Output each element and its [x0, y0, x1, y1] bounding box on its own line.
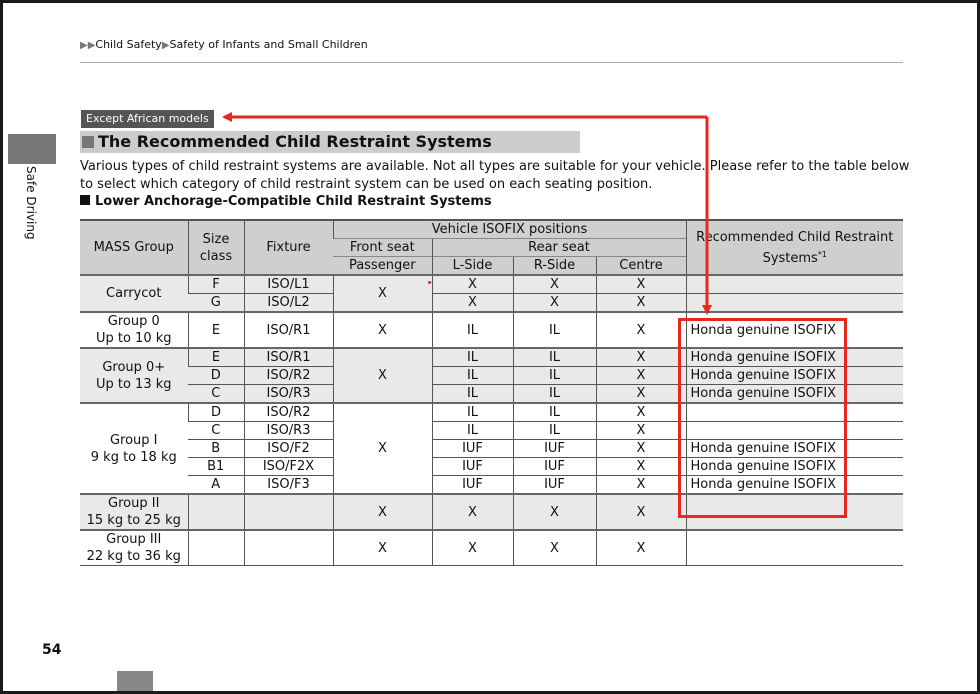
header-rear-seat: Rear seat: [432, 239, 686, 257]
cell-fixture: [244, 494, 333, 530]
mass-group-0plus: [80, 348, 188, 403]
cell-size: G: [188, 294, 244, 313]
cell-centre: X: [596, 530, 686, 566]
header-rule: [80, 62, 903, 63]
cell-rside: IUF: [513, 476, 596, 495]
cell-lside: IL: [432, 348, 513, 367]
section-square-icon: [82, 136, 94, 148]
breadcrumb-arrows: ▶▶: [80, 40, 96, 51]
cell-recommended: Honda genuine ISOFIX: [686, 312, 903, 348]
table-row: [80, 275, 903, 294]
mass-range: 9 kg to 18 kg: [90, 449, 177, 465]
cell-size: D: [188, 367, 244, 385]
cell-fixture: ISO/F3: [244, 476, 333, 495]
region-badge: Except African models: [81, 110, 214, 128]
cell-size: E: [188, 348, 244, 367]
header-lside: L-Side: [432, 257, 513, 276]
cell-lside: IUF: [432, 440, 513, 458]
header-mass: MASS Group: [80, 220, 188, 275]
cell-lside: X: [432, 275, 513, 294]
cell-lside: X: [432, 530, 513, 566]
cell-size: [188, 530, 244, 566]
cell-lside: IL: [432, 312, 513, 348]
cell-recommended: [686, 275, 903, 294]
cell-passenger: X: [333, 494, 432, 530]
subsection-title-text: Lower Anchorage-Compatible Child Restraint Systems: [95, 194, 492, 209]
cell-recommended: Honda genuine ISOFIX: [686, 440, 903, 458]
cell-recommended: Honda genuine ISOFIX: [686, 348, 903, 367]
cell-centre: X: [596, 440, 686, 458]
cell-centre: X: [596, 422, 686, 440]
cell-lside: IL: [432, 403, 513, 422]
cell-passenger: X: [333, 275, 432, 312]
header-recommended: [686, 220, 903, 275]
cell-rside: X: [513, 530, 596, 566]
cell-size: B1: [188, 458, 244, 476]
side-tab-marker: [8, 134, 56, 164]
cell-fixture: ISO/R1: [244, 348, 333, 367]
section-title-text: The Recommended Child Restraint Systems: [98, 132, 492, 151]
cell-fixture: ISO/F2X: [244, 458, 333, 476]
mass-label: Group III: [106, 532, 162, 547]
table-row: [80, 530, 903, 566]
cell-lside: IL: [432, 367, 513, 385]
mass-range: Up to 13 kg: [95, 376, 172, 392]
cell-fixture: ISO/L1: [244, 275, 333, 294]
cell-recommended: [686, 294, 903, 313]
mass-range: 22 kg to 36 kg: [86, 549, 181, 564]
mass-group-3: [80, 530, 188, 566]
highlight-box: [678, 318, 847, 518]
cell-lside: X: [432, 294, 513, 313]
cell-passenger: X: [333, 403, 432, 494]
bottom-tab-marker: [117, 671, 153, 691]
breadcrumb-child-safety[interactable]: Child Safety: [95, 38, 162, 51]
cell-fixture: ISO/F2: [244, 440, 333, 458]
cell-centre: X: [596, 403, 686, 422]
cell-fixture: ISO/L2: [244, 294, 333, 313]
cell-passenger: X: [333, 348, 432, 403]
table-header-row: [80, 220, 903, 239]
cell-rside: X: [513, 275, 596, 294]
cell-lside: X: [432, 494, 513, 530]
cell-fixture: ISO/R3: [244, 422, 333, 440]
header-vehicle: Vehicle ISOFIX positions: [333, 220, 686, 239]
page-number: 54: [42, 642, 62, 658]
cell-centre: X: [596, 348, 686, 367]
cell-rside: IL: [513, 367, 596, 385]
cell-rside: IL: [513, 312, 596, 348]
cell-centre: X: [596, 476, 686, 495]
cell-centre: X: [596, 494, 686, 530]
cell-centre: X: [596, 312, 686, 348]
cell-size: E: [188, 312, 244, 348]
cell-passenger: X: [333, 530, 432, 566]
header-rside: R-Side: [513, 257, 596, 276]
breadcrumb: [80, 38, 368, 51]
cell-size: C: [188, 385, 244, 404]
cell-rside: IL: [513, 422, 596, 440]
subsection-title: [80, 194, 492, 209]
cell-size: [188, 494, 244, 530]
mass-label: Group II: [108, 496, 160, 511]
header-recommended-note: *1: [817, 249, 827, 259]
cell-lside: IL: [432, 422, 513, 440]
cell-rside: IL: [513, 348, 596, 367]
header-size: Size class: [188, 220, 244, 275]
intro-paragraph: Various types of child restraint systems are available. Not all types are suitable for your vehicle. Please refer to the table below to select which category of child restraint system can be used on each seating position.: [80, 159, 910, 192]
cell-size: C: [188, 422, 244, 440]
cell-size: D: [188, 403, 244, 422]
cell-lside: IUF: [432, 476, 513, 495]
cell-rside: X: [513, 494, 596, 530]
cell-fixture: [244, 530, 333, 566]
cell-size: A: [188, 476, 244, 495]
cell-rside: X: [513, 294, 596, 313]
cell-rside: IL: [513, 385, 596, 404]
cell-lside: IUF: [432, 458, 513, 476]
cell-centre: X: [596, 294, 686, 313]
cell-fixture: ISO/R1: [244, 312, 333, 348]
cell-rside: IL: [513, 403, 596, 422]
cell-rside: IUF: [513, 458, 596, 476]
cell-lside: IL: [432, 385, 513, 404]
mass-group-2: [80, 494, 188, 530]
mass-label: Group I: [109, 432, 158, 448]
header-recommended-text: Recommended Child Restraint Systems: [696, 229, 894, 266]
cell-recommended: Honda genuine ISOFIX: [686, 458, 903, 476]
header-fixture: Fixture: [244, 220, 333, 275]
cell-recommended: Honda genuine ISOFIX: [686, 476, 903, 495]
mass-group-1: [80, 403, 188, 494]
mass-range: Up to 10 kg: [95, 331, 172, 346]
cell-recommended: Honda genuine ISOFIX: [686, 385, 903, 404]
header-front-seat: Front seat: [333, 239, 432, 257]
cell-size: F: [188, 275, 244, 294]
cell-rside: IUF: [513, 440, 596, 458]
annotation-dot: [428, 281, 431, 284]
cell-fixture: ISO/R2: [244, 367, 333, 385]
cell-recommended: [686, 530, 903, 566]
mass-label: Group 0: [107, 314, 160, 329]
breadcrumb-separator: ▶: [161, 40, 170, 51]
cell-centre: X: [596, 367, 686, 385]
header-passenger: Passenger: [333, 257, 432, 276]
mass-carrycot: Carrycot: [80, 275, 188, 312]
cell-passenger: X: [333, 312, 432, 348]
cell-recommended: Honda genuine ISOFIX: [686, 367, 903, 385]
section-title: [80, 131, 580, 153]
side-chapter-label[interactable]: Safe Driving: [24, 166, 38, 240]
cell-centre: X: [596, 458, 686, 476]
cell-size: B: [188, 440, 244, 458]
subsection-square-icon: [80, 195, 90, 205]
mass-group-0: [80, 312, 188, 348]
cell-centre: X: [596, 385, 686, 404]
mass-label: Group 0+: [102, 359, 166, 375]
table-row: [80, 294, 903, 313]
header-centre: Centre: [596, 257, 686, 276]
cell-fixture: ISO/R2: [244, 403, 333, 422]
breadcrumb-safety-infants[interactable]: Safety of Infants and Small Children: [169, 38, 368, 51]
mass-range: 15 kg to 25 kg: [86, 513, 181, 528]
cell-fixture: ISO/R3: [244, 385, 333, 404]
cell-centre: X: [596, 275, 686, 294]
